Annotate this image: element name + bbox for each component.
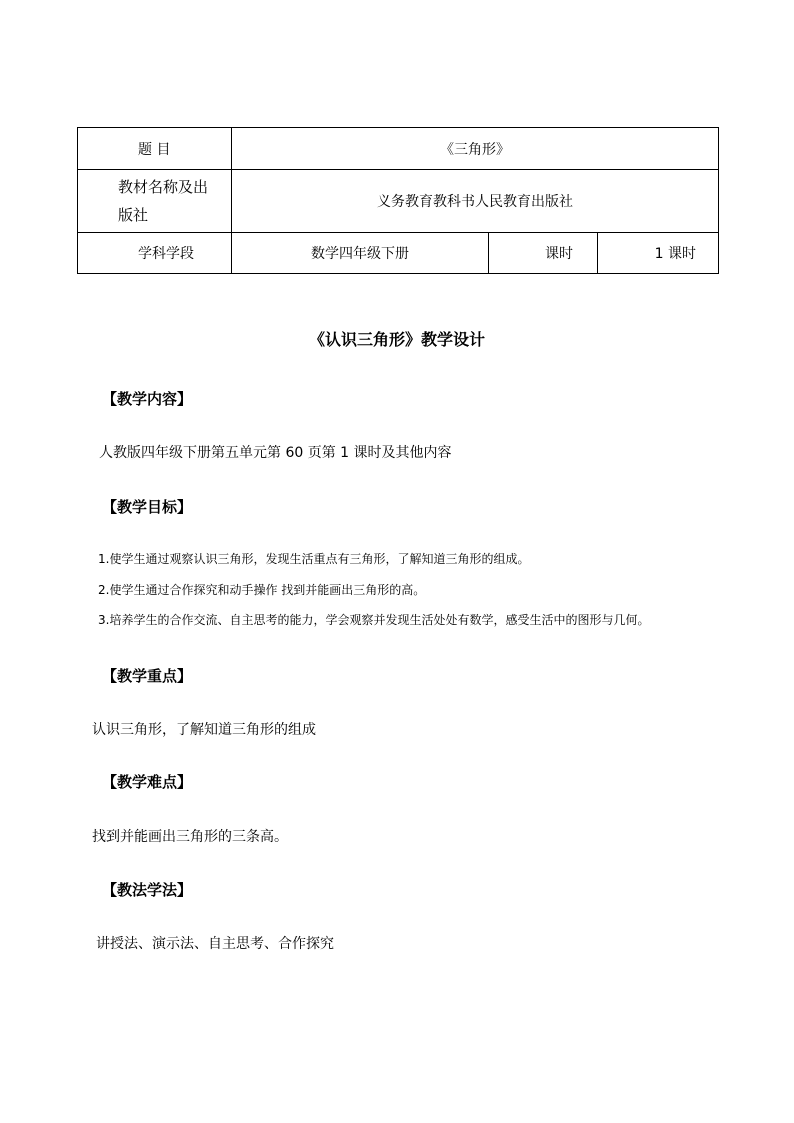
page-title: 《认识三角形》教学设计 (308, 330, 485, 349)
goal-item-2: 2.使学生通过合作探究和动手操作 找到并能画出三角形的高。 (98, 583, 426, 597)
section-heading-goals: 【教学目标】 (102, 498, 193, 516)
difficult-text: 找到并能画出三角形的三条高。 (92, 829, 288, 845)
textbook-value: 义务教育教科书人民教育出版社 (232, 170, 719, 233)
goal-item-3: 3.培养学生的合作交流、自主思考的能力，学会观察并发现生活处处有数学，感受生活中的图形与几何。 (98, 613, 650, 627)
key-text: 认识三角形，了解知道三角形的组成 (92, 722, 316, 738)
methods-text: 讲授法、演示法、自主思考、合作探究 (96, 936, 334, 952)
section-heading-methods: 【教法学法】 (102, 881, 193, 899)
section-heading-key: 【教学重点】 (102, 667, 193, 685)
content-text: 人教版四年级下册第五单元第 60 页第 1 课时及其他内容 (99, 445, 452, 461)
info-table (77, 127, 719, 274)
topic-label: 题 目 (78, 128, 232, 170)
table-row (78, 128, 719, 170)
textbook-label-line1: 教材名称及出 (118, 178, 209, 196)
subject-value: 数学四年级下册 (232, 233, 489, 274)
period-label: 课时 (489, 233, 598, 274)
section-heading-content: 【教学内容】 (102, 390, 193, 408)
table-row (78, 233, 719, 274)
table-row (78, 170, 719, 233)
subject-label: 学科学段 (78, 233, 232, 274)
goal-item-1: 1.使学生通过观察认识三角形，发现生活重点有三角形，了解知道三角形的组成。 (98, 552, 530, 566)
period-value: 1 课时 (598, 233, 719, 274)
section-heading-difficult: 【教学难点】 (102, 773, 193, 791)
textbook-label-line2: 版社 (118, 206, 149, 224)
textbook-label (78, 170, 232, 233)
topic-value: 《三角形》 (232, 128, 719, 170)
